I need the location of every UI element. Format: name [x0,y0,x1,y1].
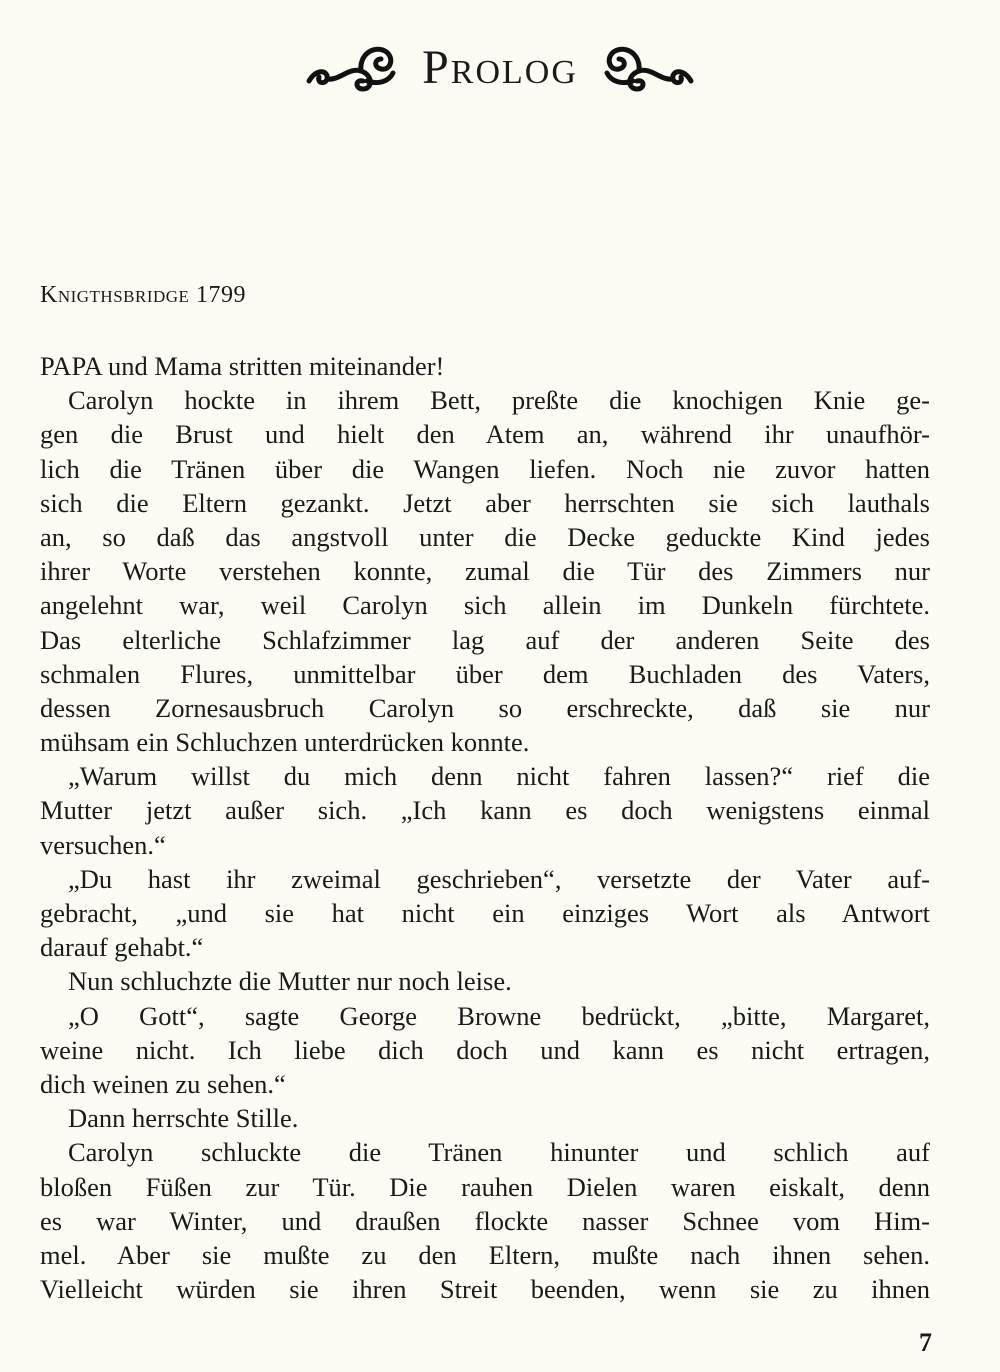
text-line: Nun schluchzte die Mutter nur noch leise. [68,966,512,997]
text-line: Vielleicht würden sie ihren Streit beenden, wenn sie zu ihnen [40,1274,930,1305]
text-line: gebracht, „und sie hat nicht ein einziges Wort als Antwort [40,898,930,928]
place-date-heading: Knigthsbridge 1799 [40,282,246,308]
text-line: Das elterliche Schlafzimmer lag auf der anderen Seite des [40,624,930,655]
text-line: Carolyn hockte in ihrem Bett, preßte die knochigen Knie ge- [68,385,930,416]
text-line: es war Winter, und draußen flockte nasser Schnee vom Him- [40,1205,930,1236]
text-line: dich weinen zu sehen.“ [40,1068,286,1099]
chapter-header [0,22,1000,112]
flourish-left-icon [303,37,398,97]
chapter-title: Prolog [422,40,578,94]
text-line: „O Gott“, sagte George Browne bedrückt, „bitte, Margaret, [68,1000,930,1031]
text-line: mel. Aber sie mußte zu den Eltern, mußte nach ihnen sehen. [40,1239,930,1270]
text-line: Mutter jetzt außer sich. „Ich kann es doch wenigstens einmal [40,795,930,826]
flourish-right-icon [602,37,697,97]
text-line: darauf gehabt.“ [40,932,204,963]
text-line: lich die Tränen über die Wangen liefen. Noch nie zuvor hatten [40,453,930,484]
text-line: bloßen Füßen zur Tür. Die rauhen Dielen waren eiskalt, denn [40,1171,930,1202]
page-number: 7 [919,1328,932,1357]
text-line: ihrer Worte verstehen konnte, zumal die Tür des Zimmers nur [40,556,930,587]
text-line: Carolyn schluckte die Tränen hinunter und schlich auf [68,1137,930,1168]
text-line: mühsam ein Schluchzen unterdrücken konnte. [40,727,530,758]
text-line: schmalen Flures, unmittelbar über dem Buchladen des Vaters, [40,658,930,689]
text-line: weine nicht. Ich liebe dich doch und kann es nicht ertragen, [40,1034,930,1065]
text-line: sich die Eltern gezankt. Jetzt aber herrschten sie sich lauthals [40,487,930,518]
text-line: gen die Brust und hielt den Atem an, während ihr unaufhör- [40,419,930,450]
text-line: PAPA und Mama stritten miteinander! [40,351,445,381]
text-line: „Warum willst du mich denn nicht fahren lassen?“ rief die [68,761,930,792]
text-line: „Du hast ihr zweimal geschrieben“, versetzte der Vater auf- [68,863,930,894]
text-line: an, so daß das angstvoll unter die Decke geduckte Kind jedes [40,521,930,552]
text-line: angelehnt war, weil Carolyn sich allein im Dunkeln fürchtete. [40,590,930,621]
text-line: dessen Zornesausbruch Carolyn so erschreckte, daß sie nur [40,692,930,723]
text-line: versuchen.“ [40,829,166,860]
text-line: Dann herrschte Stille. [68,1103,299,1134]
prologue-text [40,349,930,1306]
